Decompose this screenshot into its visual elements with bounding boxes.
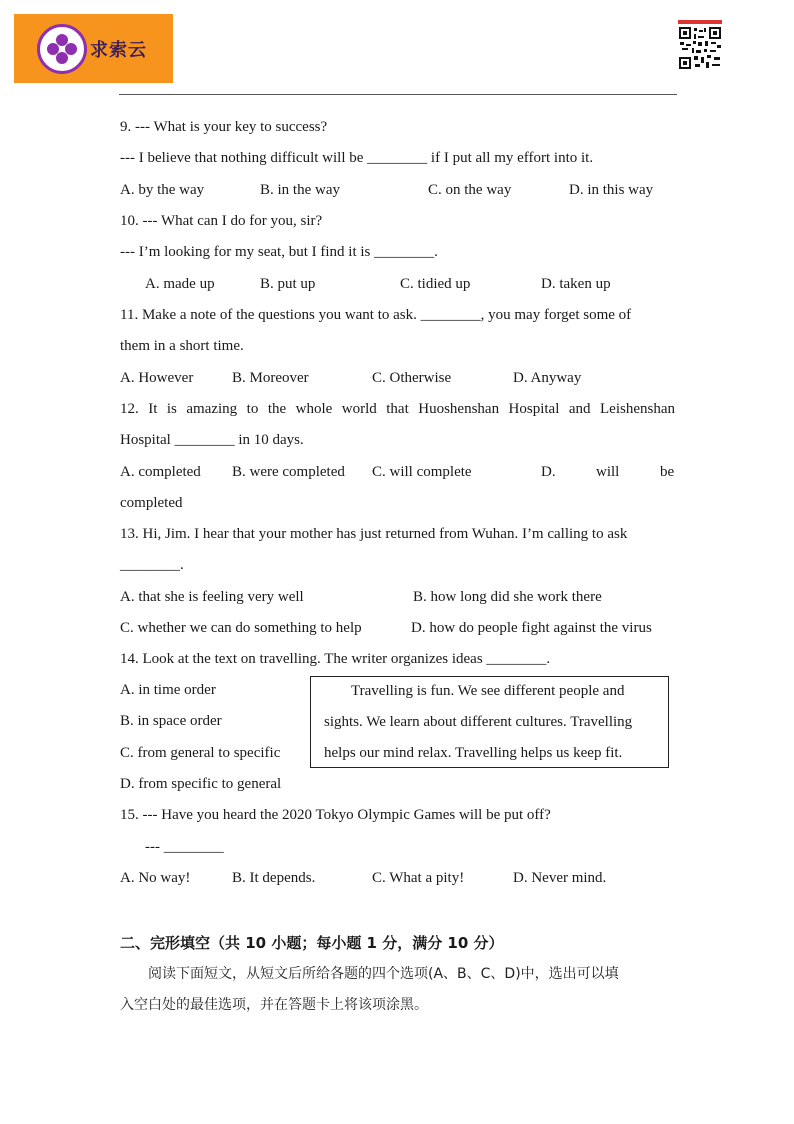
q9-option-b: B. in the way <box>260 182 340 198</box>
q14-option-a: A. in time order <box>120 682 216 698</box>
q14-option-d: D. from specific to general <box>120 776 282 792</box>
section-instruction-line1: 阅读下面短文，从短文后所给各题的四个选项(A、B、C、D)中，选出可以填 <box>148 966 619 982</box>
q13-option-c: C. whether we can do something to help <box>120 620 362 636</box>
q14-option-c: C. from general to specific <box>120 745 281 761</box>
q14-box-line3: helps our mind relax. Travelling helps us keep fit. <box>324 745 623 761</box>
q11-option-d: D. Anyway <box>513 370 582 386</box>
q9-option-c: C. on the way <box>428 182 512 198</box>
q10-option-a: A. made up <box>145 276 215 292</box>
q15-option-b: B. It depends. <box>232 870 316 886</box>
q11-stem-line1: 11. Make a note of the questions you want to ask. ________, you may forget some of <box>120 307 632 323</box>
q12-option-b: B. were completed <box>232 464 345 480</box>
q13-option-d: D. how do people fight against the virus <box>411 620 652 636</box>
q12-stem-line1: 12. It is amazing to the whole world that Huoshenshan Hospital and Leishenshan <box>120 401 675 417</box>
q14-option-b: B. in space order <box>120 713 222 729</box>
qr-code-icon <box>678 20 722 72</box>
q12-stem-line2: Hospital ________ in 10 days. <box>120 432 304 448</box>
q10-stem: 10. --- What can I do for you, sir? <box>120 213 323 229</box>
q9-option-a: A. by the way <box>120 182 205 198</box>
brand-logo <box>14 14 173 83</box>
q13-option-a: A. that she is feeling very well <box>120 589 304 605</box>
q10-option-b: B. put up <box>260 276 316 292</box>
q15-reply: --- ________ <box>145 839 224 855</box>
q11-option-a: A. However <box>120 370 194 386</box>
q11-option-b: B. Moreover <box>232 370 309 386</box>
q9-option-d: D. in this way <box>569 182 654 198</box>
q10-reply: --- I’m looking for my seat, but I find it is ________. <box>120 244 438 260</box>
q11-stem-line2: them in a short time. <box>120 338 244 354</box>
q15-stem: 15. --- Have you heard the 2020 Tokyo Olympic Games will be put off? <box>120 807 551 823</box>
q14-box-line1: Travelling is fun. We see different people and <box>351 683 625 699</box>
section-instruction-line2: 入空白处的最佳选项，并在答题卡上将该项涂黑。 <box>120 997 428 1013</box>
q9-stem: 9. --- What is your key to success? <box>120 119 328 135</box>
q14-text-box <box>310 676 669 768</box>
q12-option-d-continuation: completed <box>120 495 183 511</box>
section-title: 二、完形填空（共 10 小题；每小题 1 分，满分 10 分） <box>120 934 504 952</box>
brand-name: 求索云 <box>90 40 147 61</box>
q12-option-a: A. completed <box>120 464 201 480</box>
q12-option-d-word2: be <box>660 464 675 480</box>
q13-stem-line2: ________. <box>120 557 184 573</box>
q9-reply: --- I believe that nothing difficult will be ________ if I put all my effort into it. <box>120 150 594 166</box>
q10-option-d: D. taken up <box>541 276 611 292</box>
q10-option-c: C. tidied up <box>400 276 471 292</box>
q15-option-a: A. No way! <box>120 870 191 886</box>
q14-box-line2: sights. We learn about different cultures. Travelling <box>324 714 633 730</box>
clover-logo-icon <box>37 24 87 74</box>
q11-option-c: C. Otherwise <box>372 370 452 386</box>
q12-option-c: C. will complete <box>372 464 472 480</box>
q13-option-b: B. how long did she work there <box>413 589 602 605</box>
header-divider <box>119 94 677 95</box>
q12-option-d-word1: will <box>596 464 620 480</box>
q14-stem: 14. Look at the text on travelling. The writer organizes ideas ________. <box>120 651 551 667</box>
q15-option-c: C. What a pity! <box>372 870 465 886</box>
q13-stem-line1: 13. Hi, Jim. I hear that your mother has just returned from Wuhan. I’m calling to ask <box>120 526 628 542</box>
q15-option-d: D. Never mind. <box>513 870 607 886</box>
q12-option-d-label: D. <box>541 464 556 480</box>
